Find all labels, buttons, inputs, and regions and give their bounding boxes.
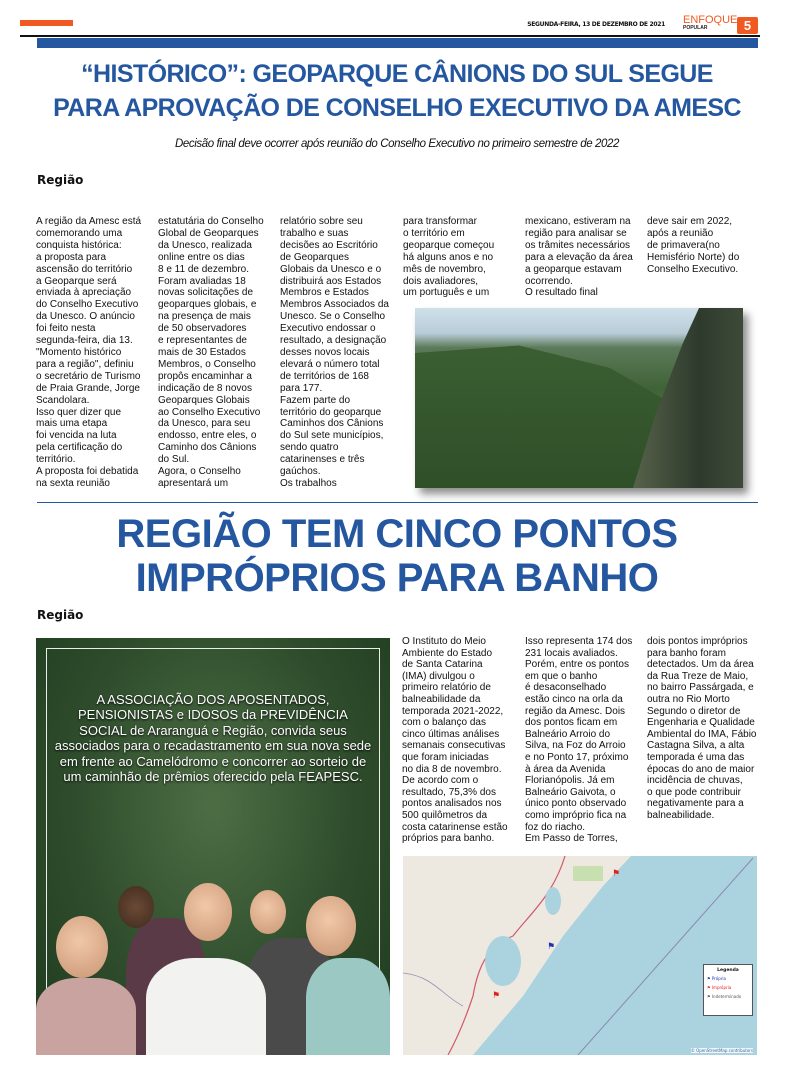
article2-column-3: dois pontos impróprios para banho foram detectados. Um da área da Rua Treze de Maio, no bairro Passárgada, e outra no Rio Morto Segundo o diretor de Engenharia e Qualidade Ambiental do IMA, Fábio Castagna Silva, a alta temporada é uma das épocas do ano de maior incidência de chuvas, o que pode contribuir negativamente para a balneabilidade. xyxy=(647,636,757,821)
map-flag-improper-icon[interactable]: ⚑ xyxy=(492,991,501,1001)
newspaper-logo xyxy=(683,15,737,31)
beach-quality-map xyxy=(403,856,757,1055)
map-flag-improper-icon[interactable]: ⚑ xyxy=(612,869,621,879)
article1-headline-line1: “HISTÓRICO”: GEOPARQUE CÂNIONS DO SUL SEGUE xyxy=(81,60,713,88)
article2-headline-line1: REGIÃO TEM CINCO PONTOS xyxy=(116,512,678,556)
section-divider xyxy=(37,502,758,503)
article2-section-label: Região xyxy=(37,608,84,622)
article1-column-4: para transformar o território em geoparque começou há alguns anos e no mês de novembro, dois avaliadores, um português e um xyxy=(403,216,495,299)
article2-column-1: O Instituto do Meio Ambiente do Estado de Santa Catarina (IMA) divulgou o primeiro relatório de balneabilidade da temporada 2021-2022, com o balanço das cinco últimas análises semanais consecutivas que foram iniciadas no dia 8 de novembro. De acordo com o resultado, 75,3% dos pontos analisados nos 500 quilômetros da costa catarinense estão próprios para banho. xyxy=(402,636,508,845)
flag-icon: ⚑ xyxy=(707,985,711,990)
article1-column-3: relatório sobre seu trabalho e suas decisões ao Escritório de Geoparques Globais da Unesco e o distribuirá aos Estados Membros e Estados Membros Associados da Unesco. Se o Conselho Executivo endossar o resultado, a designação desses novos locais elevará o número total de territórios de 168 para 177. Fazem parte do território do geoparque Caminhos dos Cânions do Sul sete municípios, sendo quatro catarinenses e três gaúchos. Os trabalhos xyxy=(280,216,389,489)
map-flag-proper-icon[interactable]: ⚑ xyxy=(547,942,556,952)
map-attribution[interactable]: © OpenStreetMap contributors xyxy=(690,1048,753,1053)
article2-column-2: Isso representa 174 dos 231 locais avaliados. Porém, entre os pontos em que o banho é desaconselhado estão cinco na orla da região da Amesc. Dois dos pontos ficam em Balneário Arroio do Silva, na Foz do Arroio e no Ponto 17, próximo à área da Avenida Florianópolis. Já em Balneário Gaivota, o único ponto observado como impróprio fica na foz do riacho. Em Passo de Torres, xyxy=(525,636,633,845)
article1-column-6: deve sair em 2022, após a reunião de primavera(no Hemisfério Norte) do Conselho Executivo. xyxy=(647,216,740,275)
article1-headline-line2: PARA APROVAÇÃO DE CONSELHO EXECUTIVO DA AMESC xyxy=(53,94,741,122)
legend-proper xyxy=(707,976,749,981)
header-accent-bar xyxy=(20,20,73,26)
flag-icon: ⚑ xyxy=(707,994,711,999)
article1-column-2: estatutária do Conselho Global de Geoparques da Unesco, realizada online entre os dias 8 e 11 de dezembro. Foram avaliadas 18 novas solicitações de geoparques globais, e na presença de mais de 50 observadores e representantes de mais de 30 Estados Membros, o Conselho propôs encaminhar a indicação de 8 novos Geoparques Globais ao Conselho Executivo da Unesco, para seu endosso, entre eles, o Caminho dos Cânions do Sul. Agora, o Conselho apresentará um xyxy=(158,216,264,489)
legend-label: Indeterminado xyxy=(711,994,742,999)
header-rule xyxy=(20,35,760,37)
brand-name: ENFOQUE xyxy=(683,14,738,26)
flag-icon: ⚑ xyxy=(707,976,711,981)
legend-label: Imprópria xyxy=(711,985,732,990)
article1-column-1: A região da Amesc está comemorando uma conquista histórica: a proposta para ascensão do território a Geoparque será enviada à apreciação do Conselho Executivo da Unesco. O anúncio foi feito nesta segunda-feira, dia 13. "Momento histórico para a região", definiu o secretário de Turismo de Praia Grande, Jorge Scandolara. Isso quer dizer que mais uma etapa foi vencida na luta pela certificação do território. A proposta foi debatida na sexta reunião xyxy=(36,216,142,489)
ad-text: A ASSOCIAÇÃO DOS APOSENTADOS, PENSIONISTAS e IDOSOS da PREVIDÊNCIA SOCIAL de Araranguá e Região, convida seus associados para o recadastramento em sua nova sede em frente ao Camelódromo e concorrer ao sorteio de um caminhão de prêmios oferecido pela FEAPESC. xyxy=(54,692,372,785)
issue-date: SEGUNDA-FEIRA, 13 DE DEZEMBRO DE 2021 xyxy=(527,21,665,28)
brand-subtitle: POPULAR xyxy=(683,25,708,31)
legend-label: Própria xyxy=(711,976,726,981)
legend-improper xyxy=(707,985,749,990)
advertisement xyxy=(36,638,390,1055)
article1-subtitle: Decisão final deve ocorrer após reunião do Conselho Executivo no primeiro semestre de 2022 xyxy=(174,138,620,150)
article2-headline-line2: IMPRÓPRIOS PARA BANHO xyxy=(135,556,659,600)
legend-undetermined xyxy=(707,994,749,999)
map-legend xyxy=(703,964,753,1016)
legend-title: Legenda xyxy=(717,968,739,973)
header-blue-bar xyxy=(37,38,758,48)
article1-column-5: mexicano, estiveram na região para analisar se os trâmites necessários para a elevação da área a geoparque estavam ocorrendo. O resultado final xyxy=(525,216,633,299)
page-number: 5 xyxy=(737,17,758,34)
article1-section-label: Região xyxy=(37,173,84,187)
canyon-photo xyxy=(415,308,743,488)
